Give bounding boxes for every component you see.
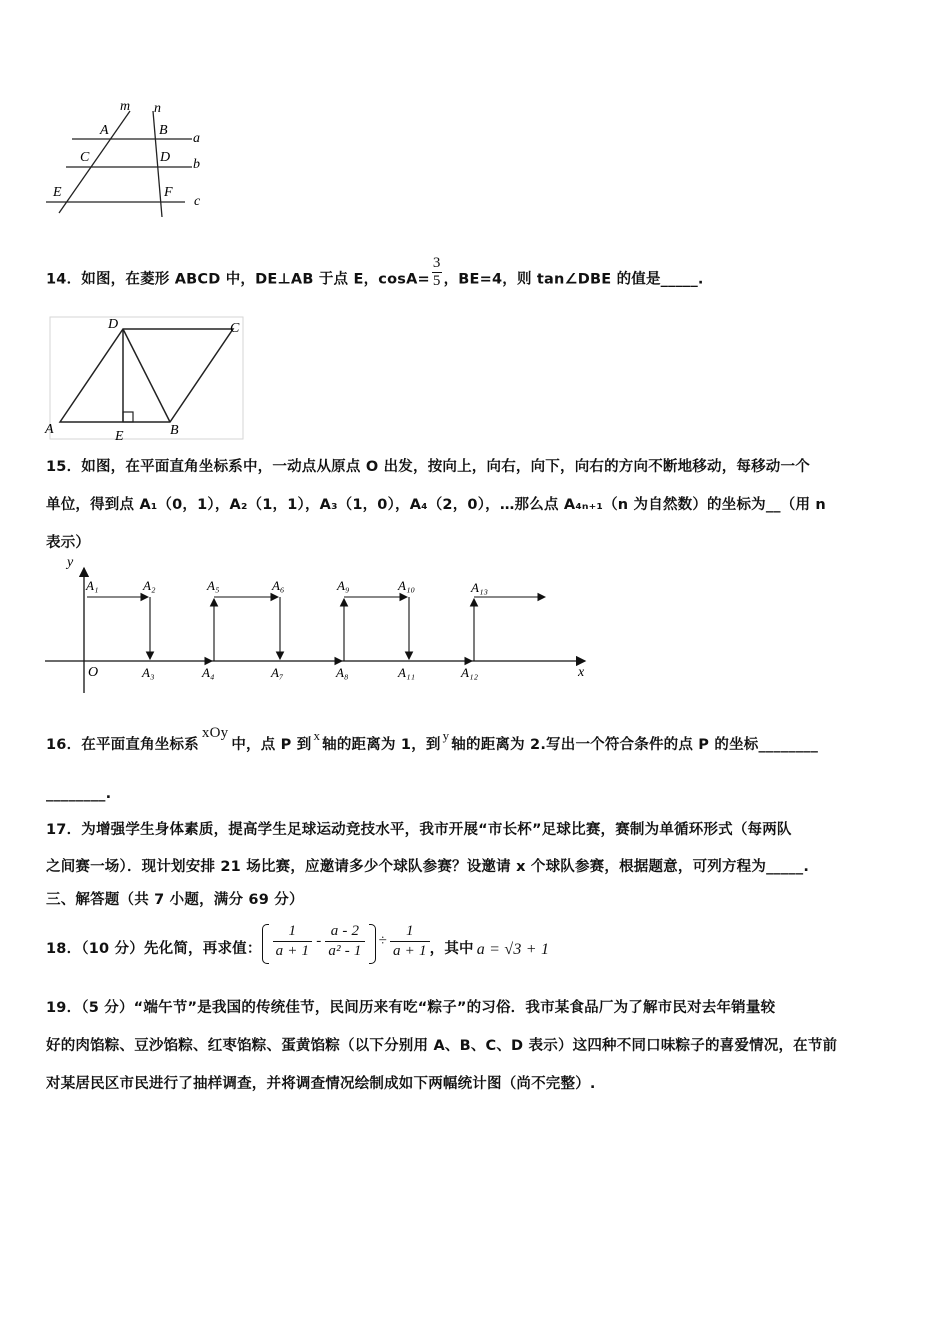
label-B: B (170, 423, 179, 438)
label-n: n (154, 101, 161, 116)
label-D: D (160, 150, 171, 165)
label-D: D (108, 317, 119, 332)
question-17-line2: 之间赛一场）．现计划安排 21 场比赛，应邀请多少个球队参赛？设邀请 x 个球队参赛，根据题意，可列方程为_____. (46, 859, 810, 875)
question-17-line1: 17．为增强学生身体素质，提高学生足球运动竞技水平，我市开展“市长杯”足球比赛，赛制为单循环形式（每两队 (46, 822, 792, 838)
q18-prefix: 18．（10 分）先化简，再求值： (46, 941, 262, 957)
q16-mid3: 轴的距离为 2.写出一个符合条件的点 P 的坐标________ (451, 737, 819, 753)
question-18 (46, 922, 549, 966)
point-A5: A₅ (207, 578, 220, 593)
question-15-line1: 15．如图，在平面直角坐标系中，一动点从原点 O 出发，按向上，向右，向下，向右的方向不断地移动，每移动一个 (46, 459, 810, 475)
q18-condition: a = √3 + 1 (476, 941, 550, 958)
question-14 (46, 255, 704, 297)
q18-frac1-den: a + 1 (275, 943, 310, 959)
point-A9: A₉ (337, 578, 350, 593)
q18-frac1-num: 1 (273, 922, 313, 942)
q14-suffix: ，BE=4，则 tan∠DBE 的值是_____. (443, 271, 704, 288)
question-19-line1: 19．（5 分）“端午节”是我国的传统佳节，民间历来有吃“粽子”的习俗．我市某食品厂为了解市民对去年销量较 (46, 1000, 776, 1016)
label-C: C (230, 321, 240, 336)
section-3-title: 三、解答题（共 7 小题，满分 69 分） (46, 892, 304, 908)
label-a: a (193, 131, 200, 146)
right-paren (369, 924, 376, 964)
question-16-line2: ________. (46, 786, 112, 802)
left-paren (262, 924, 269, 964)
q16-x: x (313, 728, 321, 743)
q14-fraction (432, 255, 442, 290)
label-c: c (194, 194, 201, 209)
q16-y: y (442, 728, 450, 743)
label-C: C (80, 150, 90, 165)
origin-label: O (88, 665, 99, 680)
question-19-line3: 对某居民区市民进行了抽样调查，并将调查情况绘制成如下两幅统计图（尚不完整）. (46, 1076, 596, 1092)
q18-frac2-den: a² - 1 (328, 943, 362, 959)
q14-frac-den: 5 (432, 273, 441, 289)
label-F: F (164, 185, 173, 200)
question-16 (46, 725, 819, 754)
q18-div: ÷ (378, 933, 388, 949)
q14-frac-num: 3 (432, 255, 441, 271)
point-A7: A₇ (271, 665, 284, 680)
q18-minus: - (316, 933, 322, 949)
point-A11: A₁₁ (398, 665, 415, 680)
label-A: A (100, 123, 109, 138)
q16-mid1: 中，点 P 到 (231, 737, 312, 753)
q18-frac3-den: a + 1 (393, 943, 427, 959)
q16-mid2: 轴的距离为 1，到 (322, 737, 441, 753)
q18-frac2-num: a - 2 (325, 922, 364, 942)
q16-prefix: 16．在平面直角坐标系 (46, 737, 199, 753)
point-A8: A₈ (336, 665, 349, 680)
point-A6: A₆ (272, 578, 285, 593)
rhombus-figure (40, 312, 250, 444)
question-15-line2: 单位，得到点 A₁（0，1），A₂（1，1），A₃（1，0），A₄（2，0），…那么点 A₄ₙ₊₁（n 为自然数）的坐标为__（用 n (46, 497, 826, 513)
label-A: A (45, 422, 54, 437)
question-15-line3: 表示） (46, 535, 91, 551)
coordinate-path-figure (40, 548, 600, 693)
parallel-lines-figure (40, 95, 220, 220)
point-A4: A₄ (202, 665, 215, 680)
label-E: E (53, 185, 62, 200)
label-b: b (193, 157, 200, 172)
point-A13: A₁₃ (471, 580, 488, 595)
q14-prefix: 14．如图，在菱形 ABCD 中，DE⊥AB 于点 E，cosA= (46, 271, 430, 288)
point-A10: A₁₀ (398, 578, 415, 593)
point-A12: A₁₂ (461, 665, 478, 680)
label-B: B (159, 123, 168, 138)
point-A2: A₂ (143, 578, 156, 593)
label-m: m (120, 99, 131, 114)
axis-y-label: y (67, 555, 74, 570)
point-A1: A₁ (86, 578, 99, 593)
axis-x-label: x (578, 665, 585, 680)
q18-mid: ，其中 (429, 941, 474, 957)
q18-frac1 (273, 922, 313, 961)
q18-expression (262, 922, 430, 964)
q18-frac3-num: 1 (390, 922, 430, 942)
q16-sys: xOy (201, 725, 229, 741)
q18-frac3 (390, 922, 430, 961)
label-E: E (115, 429, 124, 444)
question-19-line2: 好的肉馅粽、豆沙馅粽、红枣馅粽、蛋黄馅粽（以下分别用 A、B、C、D 表示）这四种不同口味粽子的喜爱情况，在节前 (46, 1038, 838, 1054)
q18-frac2 (325, 922, 364, 961)
point-A3: A₃ (142, 665, 155, 680)
